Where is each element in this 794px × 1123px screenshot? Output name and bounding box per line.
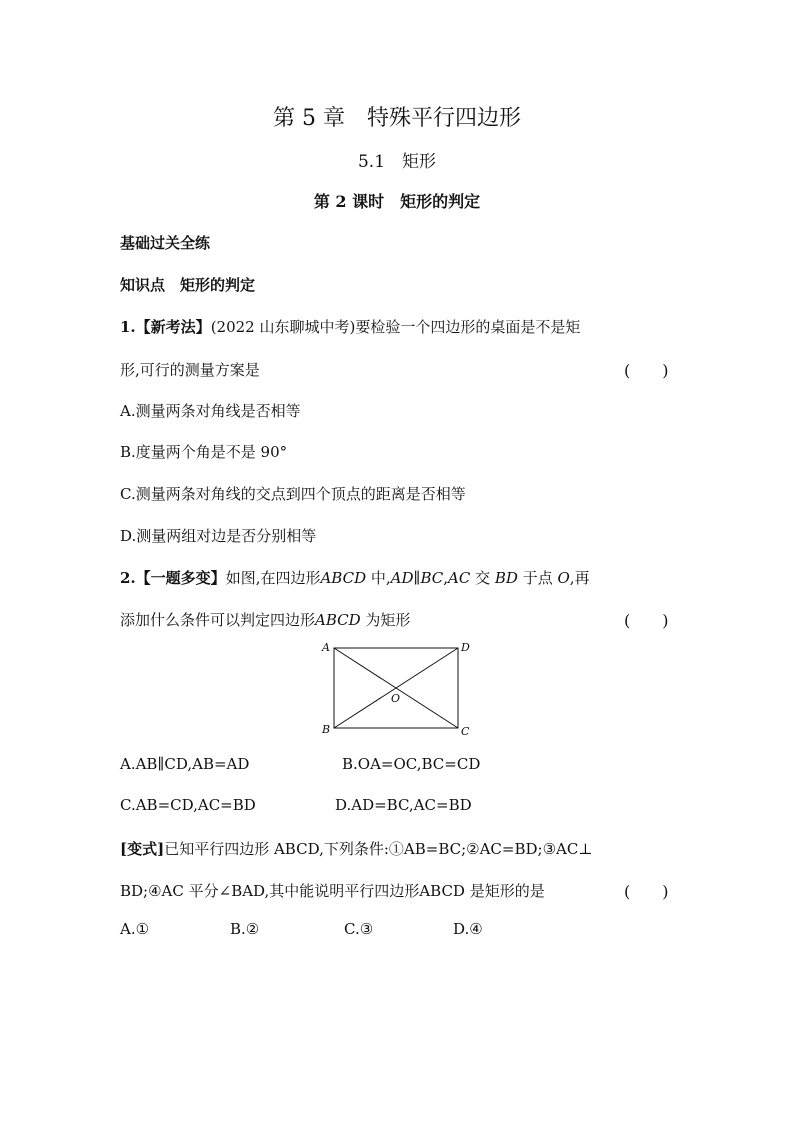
- q2-text: 交: [470, 569, 495, 587]
- variant-line2: BD;④AC 平分∠BAD,其中能说明平行四边形ABCD 是矩形的是: [120, 882, 545, 900]
- knowledge-heading: 知识点 矩形的判定: [120, 276, 256, 294]
- q1-line1: [120, 316, 580, 337]
- chapter-title: 第 5 章 特殊平行四边形: [273, 106, 521, 131]
- q2-option-d: D.AD=BC,AC=BD: [335, 796, 472, 814]
- q2-tag: 【一题多变】: [135, 569, 226, 587]
- q2-line2: [120, 609, 410, 630]
- vertex-label-a: A: [322, 641, 330, 654]
- q1-answer-bracket: ( ): [624, 361, 669, 380]
- rectangle-figure: [316, 638, 476, 740]
- q2-text: 添加什么条件可以判定四边形: [120, 611, 316, 629]
- variant-option-a: A.①: [120, 920, 150, 938]
- q1-number: 1.: [120, 318, 136, 336]
- q1-tag: 【新考法】: [135, 318, 211, 336]
- q2-text: 如图,在四边形: [225, 569, 321, 587]
- q2-answer-bracket: ( ): [624, 611, 669, 630]
- q2-text: 为矩形: [360, 611, 411, 629]
- q2-math: ABCD: [315, 611, 361, 629]
- section-title: 5.1 矩形: [357, 152, 437, 172]
- q2-option-a: A.AB∥CD,AB=AD: [120, 755, 250, 773]
- q2-math: BD: [494, 569, 518, 587]
- q2-math: AD∥BC: [390, 569, 444, 587]
- variant-option-b: B.②: [230, 920, 260, 938]
- q2-math: O: [557, 569, 570, 587]
- variant-answer-bracket: ( ): [624, 882, 669, 901]
- variant-text-line1: 已知平行四边形 ABCD,下列条件:①AB=BC;②AC=BD;③AC⊥: [164, 840, 593, 858]
- vertex-label-c: C: [461, 725, 470, 738]
- q1-text-line1: (2022 山东聊城中考)要检验一个四边形的桌面是不是矩: [210, 318, 581, 336]
- lesson-title: 第 2 课时 矩形的判定: [313, 192, 481, 211]
- variant-line1: [120, 838, 592, 859]
- practice-heading: 基础过关全练: [120, 234, 211, 252]
- q2-text: 中,: [366, 569, 391, 587]
- q2-line1: [120, 567, 590, 588]
- q1-line2: 形,可行的测量方案是: [120, 361, 260, 379]
- variant-tag: [变式]: [120, 840, 165, 858]
- q2-math: ABCD: [320, 569, 367, 587]
- q1-option-d: D.测量两组对边是否分别相等: [120, 527, 317, 545]
- q1-option-c: C.测量两条对角线的交点到四个顶点的距离是否相等: [120, 485, 466, 503]
- q2-number: 2.: [120, 569, 136, 587]
- variant-option-c: C.③: [344, 920, 374, 938]
- variant-option-d: D.④: [453, 920, 483, 938]
- center-label-o: O: [391, 692, 401, 705]
- q2-option-b: B.OA=OC,BC=CD: [342, 755, 481, 773]
- q2-text: 于点: [517, 569, 558, 587]
- vertex-label-d: D: [461, 641, 470, 654]
- q2-text: ,: [443, 569, 449, 587]
- q1-option-a: A.测量两条对角线是否相等: [120, 402, 301, 420]
- q1-option-b: B.度量两个角是不是 90°: [120, 443, 288, 461]
- q2-math: AC: [448, 569, 471, 587]
- vertex-label-b: B: [322, 723, 331, 736]
- q2-text: ,再: [569, 569, 590, 587]
- q2-option-c: C.AB=CD,AC=BD: [120, 796, 256, 814]
